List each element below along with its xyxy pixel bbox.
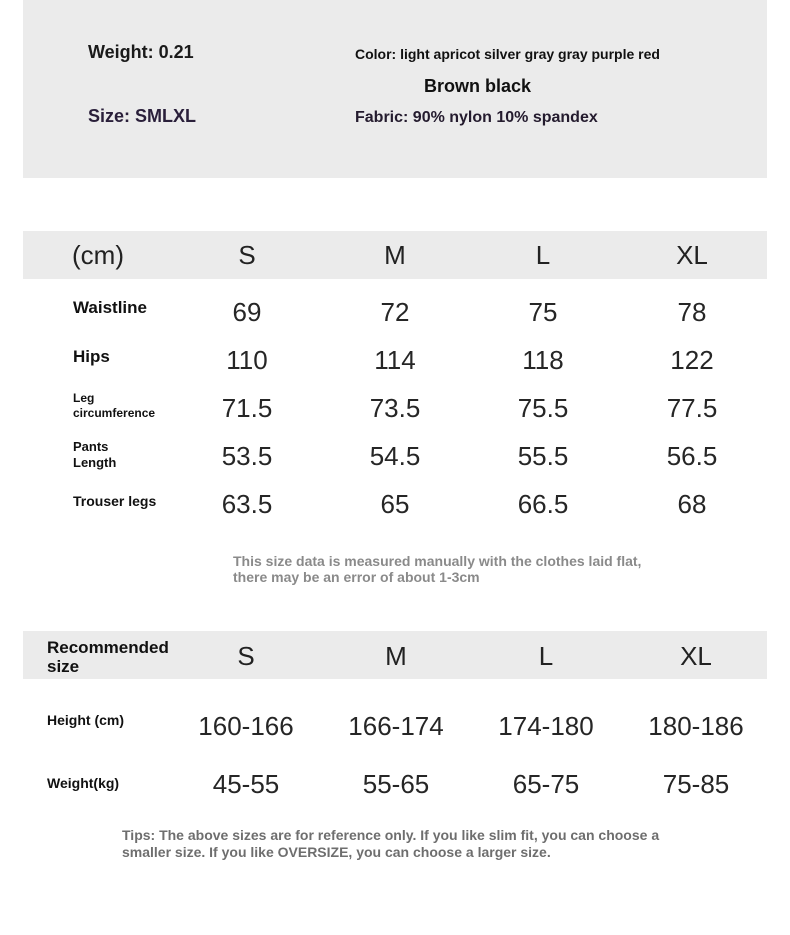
table-cell: 55.5 [517, 441, 569, 471]
table-cell: 69 [232, 297, 262, 327]
row-label-trouser-legs: Trouser legs [73, 493, 157, 509]
color-text: Color: light apricot silver gray gray purple red [355, 46, 660, 62]
product-info-panel [23, 0, 767, 178]
header-line: Recommended [47, 638, 169, 657]
size-text: Size: SMLXL [88, 106, 197, 126]
table-cell: 77.5 [666, 393, 718, 423]
table-cell: 71.5 [221, 393, 273, 423]
table-cell: 66.5 [517, 489, 569, 519]
measurement-note [233, 553, 641, 585]
size-header-l: L [535, 240, 551, 270]
table-cell: 78 [677, 297, 707, 327]
table-cell: 174-180 [498, 711, 594, 741]
table-cell: 118 [522, 345, 564, 375]
weight-text: Weight: 0.21 [88, 42, 194, 62]
table-cell: 45-55 [212, 769, 280, 799]
row-label-waistline: Waistline [73, 298, 147, 317]
table-cell: 75 [528, 297, 558, 327]
table-cell: 75.5 [517, 393, 569, 423]
tips-text: Tips: The above sizes are for reference only. If you like slim fit, you can choose a smaller size. If you like OVERSIZE, you can choose a larger size. [122, 827, 660, 860]
size-header-m: M [384, 240, 406, 270]
table-cell: 65 [380, 489, 410, 519]
row-label-hips: Hips [73, 347, 110, 366]
fabric-text: Fabric: 90% nylon 10% spandex [355, 109, 598, 126]
table-cell: 54.5 [369, 441, 421, 471]
table-cell: 110 [226, 345, 268, 375]
rec-size-header-s: S [237, 641, 255, 671]
table-cell: 166-174 [348, 711, 444, 741]
table-cell: 122 [670, 345, 714, 375]
unit-header: (cm) [72, 240, 124, 270]
row-label-line: Pants [73, 439, 109, 454]
table-cell: 75-85 [662, 769, 730, 799]
note-line: there may be an error of about 1-3cm [233, 569, 480, 585]
row-label-line: circumference [73, 406, 156, 420]
table-cell: 53.5 [221, 441, 273, 471]
row-label-height: Height (cm) [47, 712, 124, 728]
table-cell: 72 [380, 297, 410, 327]
color-text-line2: Brown black [424, 76, 532, 96]
row-label-pants-length [73, 439, 116, 471]
table-cell: 55-65 [362, 769, 430, 799]
table-cell: 180-186 [648, 711, 744, 741]
table-cell: 63.5 [221, 489, 273, 519]
table-cell: 73.5 [369, 393, 421, 423]
size-header-xl: XL [676, 240, 708, 270]
table-cell: 56.5 [666, 441, 718, 471]
rec-size-header-l: L [538, 641, 554, 671]
table-cell: 114 [374, 345, 416, 375]
row-label-line: Length [73, 455, 117, 470]
header-line: size [47, 657, 80, 676]
row-label-weight: Weight(kg) [47, 775, 120, 791]
row-label-line: Leg [73, 391, 95, 405]
size-header-s: S [238, 240, 256, 270]
recommended-size-header [47, 638, 169, 676]
table-cell: 65-75 [512, 769, 580, 799]
table-cell: 68 [677, 489, 707, 519]
row-label-leg-circumference [73, 391, 155, 421]
note-line: This size data is measured manually with the clothes laid flat, [233, 553, 642, 569]
rec-size-header-xl: XL [680, 641, 712, 671]
table-cell: 160-166 [198, 711, 294, 741]
rec-size-header-m: M [385, 641, 407, 671]
